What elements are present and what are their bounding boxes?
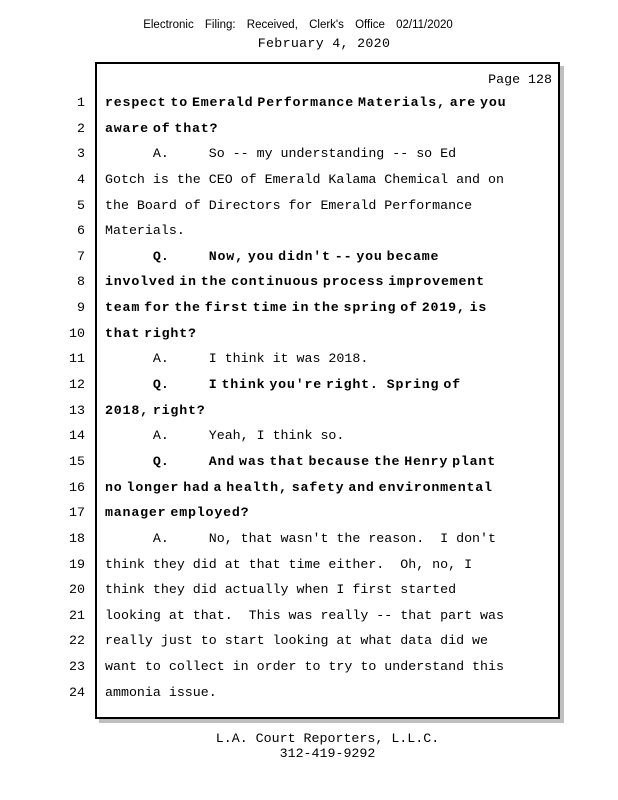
transcript-line — [60, 423, 560, 449]
line-number: 21 — [69, 607, 85, 623]
line-text: team for the first time in the spring of 2019, is — [105, 300, 488, 316]
transcript-line — [60, 680, 560, 706]
line-text: respect to Emerald Performance Materials, are you — [105, 95, 507, 110]
transcript-line — [60, 167, 560, 193]
line-text: think they did at that time either. Oh, no, I — [105, 556, 473, 572]
line-number: 9 — [77, 300, 85, 316]
transcript-line — [60, 500, 560, 526]
transcript-line — [60, 295, 560, 321]
line-number: 24 — [69, 684, 85, 700]
line-number: 4 — [77, 171, 85, 187]
line-text: Materials. — [105, 223, 185, 239]
line-number: 18 — [69, 530, 85, 546]
line-number: 3 — [77, 146, 85, 162]
line-text: really just to start looking at what data did we — [105, 633, 489, 649]
line-text: no longer had a health, safety and environmental — [105, 479, 493, 495]
line-text: 2018, right? — [105, 402, 206, 418]
footer-phone: 312-419-9292 — [279, 746, 376, 761]
line-text: Gotch is the CEO of Emerald Kalama Chemical and on — [105, 171, 504, 187]
transcript-line — [60, 449, 560, 475]
header-date-line: February 4, 2020 — [257, 36, 391, 51]
transcript-line — [60, 372, 560, 398]
transcript-line — [60, 90, 560, 116]
transcript-line — [60, 116, 560, 142]
line-number: 20 — [69, 582, 85, 598]
transcript-line — [60, 321, 560, 347]
line-number: 1 — [77, 95, 85, 110]
line-text: A. So -- my understanding -- so Ed — [105, 146, 457, 162]
footer-company: L.A. Court Reporters, L.L.C. — [215, 731, 440, 746]
transcript-line — [60, 218, 560, 244]
line-text: ammonia issue. — [105, 684, 217, 700]
footer — [95, 731, 560, 761]
line-number: 16 — [69, 479, 85, 495]
transcript-line — [60, 603, 560, 629]
line-text: Q. And was that because the Henry plant — [105, 453, 496, 469]
line-text: looking at that. This was really -- that part was — [105, 607, 504, 623]
line-text: the Board of Directors for Emerald Performance — [105, 197, 473, 213]
transcript-lines — [60, 90, 560, 705]
transcript-line — [60, 244, 560, 270]
line-text: A. I think it was 2018. — [105, 351, 369, 367]
line-text: A. Yeah, I think so. — [105, 428, 345, 444]
line-number: 13 — [69, 402, 85, 418]
transcript-line — [60, 475, 560, 501]
transcript-line — [60, 141, 560, 167]
line-number: 6 — [77, 223, 85, 239]
line-text: that right? — [105, 325, 197, 341]
line-text: aware of that? — [105, 120, 219, 136]
transcript-line — [60, 526, 560, 552]
line-number: 17 — [69, 505, 85, 521]
transcript-line — [60, 628, 560, 654]
line-number: 10 — [69, 325, 85, 341]
line-number: 15 — [69, 453, 85, 469]
transcript-line — [60, 552, 560, 578]
transcript-line — [60, 346, 560, 372]
line-number: 12 — [69, 377, 85, 393]
line-number: 22 — [69, 633, 85, 649]
line-text: Q. I think you're right. Spring of — [105, 377, 461, 393]
line-number: 23 — [69, 659, 85, 675]
transcript-line — [60, 654, 560, 680]
line-text: want to collect in order to try to understand this — [105, 659, 504, 675]
transcript-line — [60, 193, 560, 219]
page-number-label: Page 128 — [488, 72, 552, 87]
line-text: A. No, that wasn't the reason. I don't — [105, 530, 496, 546]
line-number: 2 — [77, 120, 85, 136]
line-text: think they did actually when I first started — [105, 582, 457, 598]
line-number: 8 — [77, 274, 85, 290]
line-number: 19 — [69, 556, 85, 572]
line-number: 5 — [77, 197, 85, 213]
line-text: Q. Now, you didn't -- you became — [105, 248, 440, 264]
line-text: manager employed? — [105, 505, 250, 521]
line-number: 11 — [69, 351, 85, 367]
transcript-line — [60, 577, 560, 603]
line-number: 7 — [77, 248, 85, 264]
line-number: 14 — [69, 428, 85, 444]
transcript-line — [60, 269, 560, 295]
line-text: involved in the continuous process improvement — [105, 274, 485, 290]
transcript-line — [60, 398, 560, 424]
header-filing-line: Electronic Filing: Received, Clerk's Office 02/11/2020 — [143, 19, 453, 31]
